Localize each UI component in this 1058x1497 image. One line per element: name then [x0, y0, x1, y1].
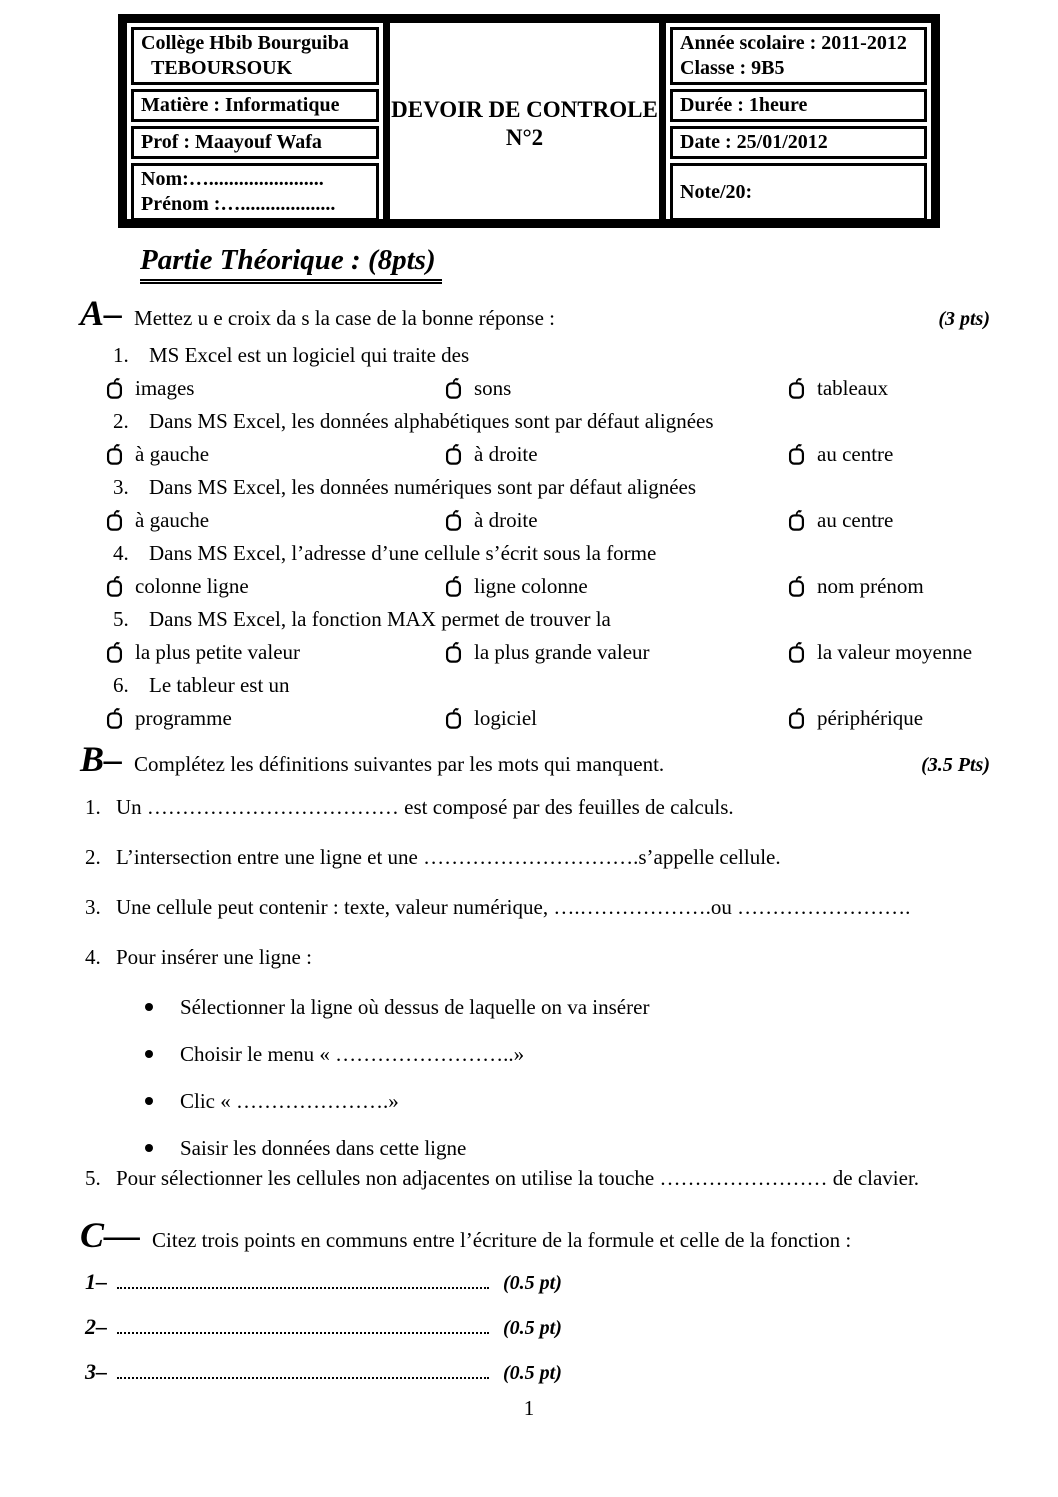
school-name-line1: Collège Hbib Bourguiba: [141, 32, 349, 54]
b-item-4-bullet-2: [145, 1042, 990, 1066]
page-number: 1: [523, 1396, 535, 1420]
option-label: colonne ligne: [135, 574, 249, 598]
section-a-letter: A–: [80, 293, 123, 333]
question-1-text: MS Excel est un logiciel qui traite des: [149, 343, 470, 367]
answer-line[interactable]: [117, 1273, 489, 1289]
checkbox-icon[interactable]: [106, 509, 123, 531]
b-item-2-number: 2.: [85, 845, 101, 869]
bullet-icon: [145, 1050, 153, 1058]
option: [788, 376, 990, 400]
section-c-letter: C—: [80, 1215, 141, 1255]
checkbox-icon[interactable]: [788, 509, 805, 531]
question-6-number: 6.: [113, 673, 129, 697]
option: [445, 706, 788, 730]
question-2: [113, 409, 990, 433]
option-label: périphérique: [817, 706, 924, 730]
section-a-questions: [80, 343, 990, 730]
option-label: la plus grande valeur: [474, 640, 650, 664]
question-4-options: [106, 574, 990, 598]
option-label: images: [135, 376, 195, 400]
c-line-2-number: 2–: [85, 1314, 107, 1339]
bullet-text: Clic « ………………….»: [180, 1089, 399, 1113]
checkbox-icon[interactable]: [106, 443, 123, 465]
class: Classe : 9B5: [680, 57, 785, 79]
option: [788, 640, 990, 664]
option-label: la valeur moyenne: [817, 640, 973, 664]
question-1-options: [106, 376, 990, 400]
c-line-3-number: 3–: [85, 1359, 107, 1384]
option: [445, 640, 788, 664]
option: [106, 508, 445, 532]
option-label: sons: [474, 376, 512, 400]
checkbox-icon[interactable]: [788, 575, 805, 597]
option: [788, 574, 990, 598]
option: [788, 706, 990, 730]
checkbox-icon[interactable]: [106, 641, 123, 663]
c-line-1-points: (0.5 pt): [503, 1272, 562, 1294]
section-c-header: [80, 1215, 990, 1255]
question-3-number: 3.: [113, 475, 129, 499]
question-2-number: 2.: [113, 409, 129, 433]
section-b-instruction: Complétez les définitions suivantes par les mots qui manquent.: [134, 752, 665, 776]
b-item-5-number: 5.: [85, 1166, 101, 1190]
option-label: à droite: [474, 508, 538, 532]
option: [106, 574, 445, 598]
answer-line[interactable]: [117, 1318, 489, 1334]
b-item-2-text: L’intersection entre une ligne et une ………………………….s’appelle cellule.: [116, 845, 781, 869]
section-b-header: [80, 739, 990, 779]
b-item-3: [85, 895, 985, 919]
option: [445, 508, 788, 532]
option: [445, 442, 788, 466]
section-c-instruction: Citez trois points en communs entre l’écriture de la formule et celle de la fonction :: [152, 1228, 852, 1252]
year-class-cell: [670, 27, 927, 85]
question-3-text: Dans MS Excel, les données numériques sont par défaut alignées: [149, 475, 697, 499]
checkbox-icon[interactable]: [445, 377, 462, 399]
duration-cell: Durée : 1heure: [670, 89, 927, 122]
c-line-3-points: (0.5 pt): [503, 1362, 562, 1384]
b-item-5-text: Pour sélectionner les cellules non adjacentes on utilise la touche …………………… de clavier.: [116, 1166, 920, 1190]
option-label: logiciel: [474, 706, 537, 730]
checkbox-icon[interactable]: [445, 575, 462, 597]
c-answer-line-2: [85, 1315, 990, 1340]
c-line-2-points: (0.5 pt): [503, 1317, 562, 1339]
checkbox-icon[interactable]: [788, 641, 805, 663]
option-label: nom prénom: [817, 574, 924, 598]
b-item-4-text: Pour insérer une ligne :: [116, 945, 312, 969]
school-name-line2: TEBOURSOUK: [151, 57, 293, 79]
option-label: à gauche: [135, 508, 210, 532]
question-4-number: 4.: [113, 541, 129, 565]
option: [106, 706, 445, 730]
option-label: au centre: [817, 508, 894, 532]
option-label: à droite: [474, 442, 538, 466]
question-5-options: [106, 640, 990, 664]
question-5-text: Dans MS Excel, la fonction MAX permet de trouver la: [149, 607, 611, 631]
exam-title-cell: [383, 23, 666, 225]
date-cell: Date : 25/01/2012: [670, 126, 927, 159]
option: [788, 508, 990, 532]
option: [445, 574, 788, 598]
checkbox-icon[interactable]: [445, 443, 462, 465]
b-item-1-number: 1.: [85, 795, 101, 819]
b-item-4-bullet-3: [145, 1089, 990, 1113]
question-2-text: Dans MS Excel, les données alphabétiques sont par défaut alignées: [149, 409, 714, 433]
header-left-column: [127, 23, 383, 225]
b-item-4-bullet-4: [145, 1136, 990, 1160]
exam-title-line2: N°2: [505, 125, 544, 150]
section-b-items: [80, 795, 990, 1190]
student-name-cell: [131, 163, 379, 221]
b-item-4-bullet-1: [145, 995, 990, 1019]
option: [106, 442, 445, 466]
section-b-letter: B–: [80, 739, 123, 779]
section-a-points: (3 pts): [938, 308, 990, 330]
question-6-options: [106, 706, 990, 730]
option-label: la plus petite valeur: [135, 640, 301, 664]
c-answer-line-1: [85, 1270, 990, 1295]
school-name-cell: [131, 27, 379, 85]
b-item-1-text: Un ……………………………… est composé par des feuilles de calculs.: [116, 795, 734, 819]
checkbox-icon[interactable]: [445, 641, 462, 663]
section-a-header: [80, 293, 990, 333]
question-1-number: 1.: [113, 343, 129, 367]
b-item-3-number: 3.: [85, 895, 101, 919]
question-5-number: 5.: [113, 607, 129, 631]
checkbox-icon[interactable]: [445, 509, 462, 531]
question-6: [113, 673, 990, 697]
section-c-answer-lines: [80, 1270, 990, 1385]
c-line-1-number: 1–: [85, 1269, 107, 1294]
answer-line[interactable]: [117, 1363, 489, 1379]
bullet-text: Choisir le menu « ……………………..»: [180, 1042, 525, 1066]
option-label: programme: [135, 706, 232, 730]
exam-title-line1: DEVOIR DE CONTROLE: [391, 97, 658, 122]
teacher-cell: Prof : Maayouf Wafa: [131, 126, 379, 159]
question-4: [113, 541, 990, 565]
bullet-text: Saisir les données dans cette ligne: [180, 1136, 467, 1160]
option-label: tableaux: [817, 376, 889, 400]
checkbox-icon[interactable]: [788, 707, 805, 729]
question-1: [113, 343, 990, 367]
b-item-1: [85, 795, 985, 819]
b-item-3-text: Une cellule peut contenir : texte, valeur numérique, ….……………….ou …………………….: [116, 895, 911, 919]
option: [445, 376, 788, 400]
checkbox-icon[interactable]: [106, 575, 123, 597]
section-a-instruction: Mettez u e croix da s la case de la bonne réponse :: [134, 306, 556, 330]
c-answer-line-3: [85, 1360, 990, 1385]
checkbox-icon[interactable]: [445, 707, 462, 729]
section-b-points: (3.5 Pts): [921, 754, 990, 776]
bullet-icon: [145, 1097, 153, 1105]
question-3-options: [106, 508, 990, 532]
option-label: au centre: [817, 442, 894, 466]
option: [106, 376, 445, 400]
question-5: [113, 607, 990, 631]
subject-cell: Matière : Informatique: [131, 89, 379, 122]
bullet-icon: [145, 1003, 153, 1011]
school-year: Année scolaire : 2011-2012: [680, 32, 907, 54]
b-item-2: [85, 845, 985, 869]
bullet-icon: [145, 1144, 153, 1152]
checkbox-icon[interactable]: [106, 377, 123, 399]
page-title: Partie Théorique : (8pts): [140, 244, 442, 284]
option-label: ligne colonne: [474, 574, 588, 598]
checkbox-icon[interactable]: [788, 377, 805, 399]
option-label: à gauche: [135, 442, 210, 466]
checkbox-icon[interactable]: [788, 443, 805, 465]
question-4-text: Dans MS Excel, l’adresse d’une cellule s’écrit sous la forme: [149, 541, 657, 565]
b-item-4-number: 4.: [85, 945, 101, 969]
question-3: [113, 475, 990, 499]
header-table: [118, 14, 940, 228]
bullet-text: Sélectionner la ligne où dessus de laquelle on va insérer: [180, 995, 650, 1019]
header-right-column: [666, 23, 931, 225]
option: [788, 442, 990, 466]
checkbox-icon[interactable]: [106, 707, 123, 729]
name-field: Nom:….......................: [141, 168, 324, 190]
option: [106, 640, 445, 664]
firstname-field: Prénom :…...................: [141, 193, 336, 215]
note-cell: Note/20:: [670, 163, 927, 221]
b-item-5: [85, 1166, 985, 1190]
question-2-options: [106, 442, 990, 466]
question-6-text: Le tableur est un: [149, 673, 290, 697]
b-item-4: [85, 945, 985, 969]
